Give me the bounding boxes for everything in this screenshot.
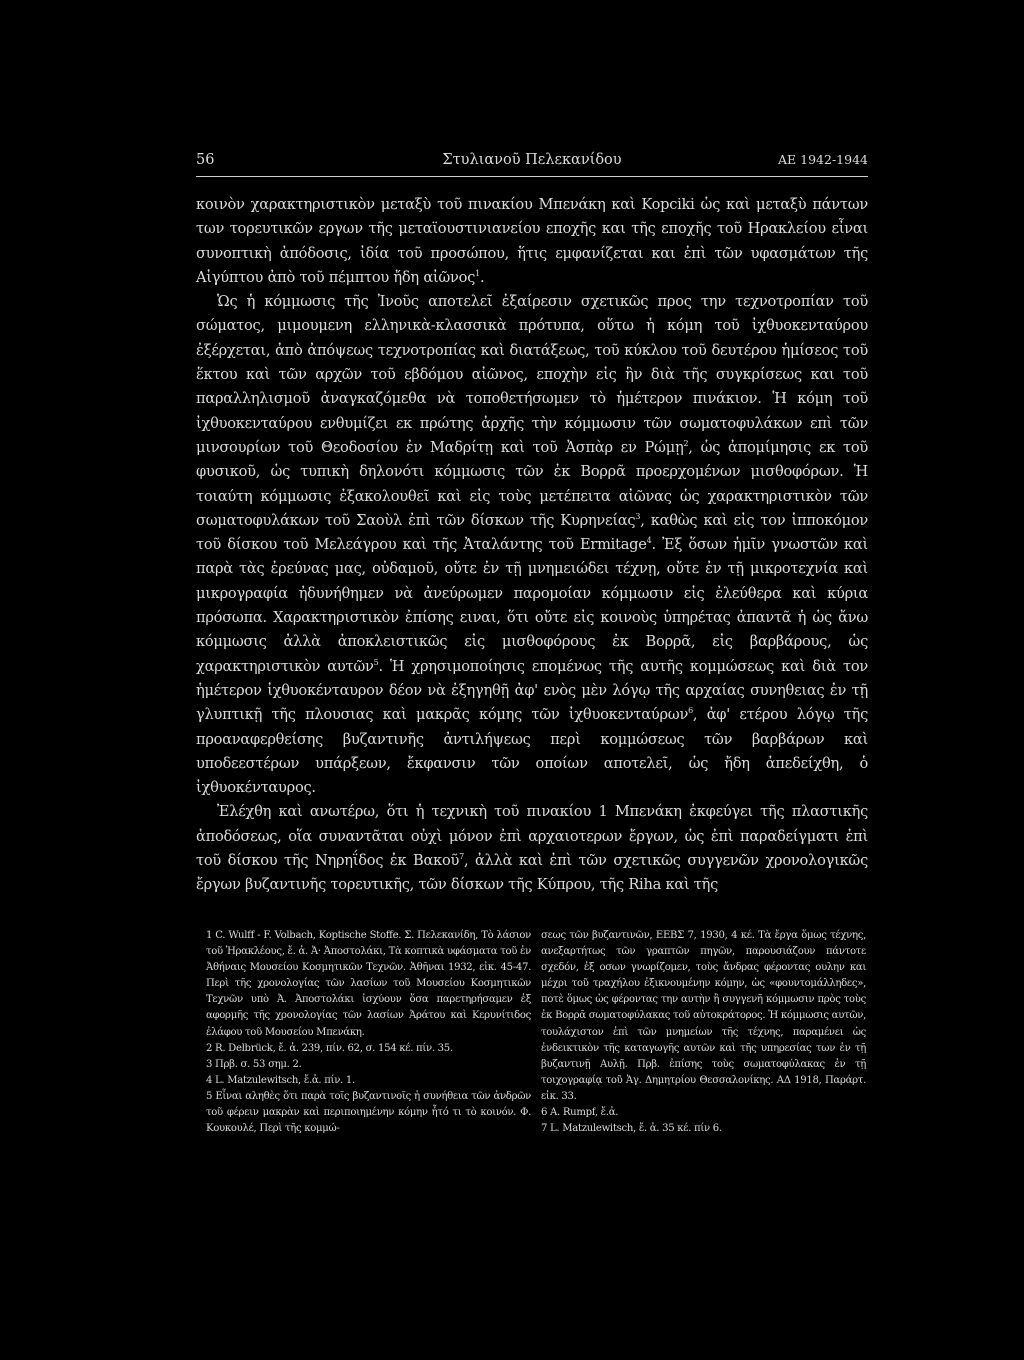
paragraph-1: κοινὸν χαρακτηριστικὸν μεταξὺ τοῦ πινακίου Μπενάκη καὶ Kopciki ὡς καὶ μεταξὺ πάντων των τορευτικῶν εργων τῆς μεταϊουστινιανείου εποχῆς και τῆς εποχῆς τοῦ Ηρακλείου εἶναι συνοπτικὴ ἀπόδοσις, ἰδία τοῦ προσώπου, ἥτις εμφανίζεται και ἐπὶ τῶν υφασμάτων τῆς Αἰγύπτου ἀπὸ τοῦ πέμπτου ἤδη αἰῶνος$^1$. bbox=[196, 196, 868, 286]
footnotes-left-column bbox=[206, 928, 531, 1137]
header-rule bbox=[196, 176, 868, 177]
footnote: 1 C. Wulff - F. Volbach, Koptische Stoffe. Σ. Πελεκανίδη, Τὸ λάσιον τοῦ Ἡρακλέους, ἔ. ἀ. Ἀ· Ἀποστολάκι, Τὰ κοπτικὰ υφάσματα τοῦ ἐν Ἀθήναις Μουσείου Κοσμητικῶν Τεχνῶν. Ἀθῆναι 1932, εἰκ. 45-47. Περὶ τῆς χρονολογίας τῶν λασίων τοῦ Μουσείου Κοσμητικῶν Τεχνῶν υπὸ Ἀ. Ἀποστολάκι ἰσχύουν ὅσα παρετηρήσαμεν ἐξ αφορμῆς τῆς χρονολογίας τῶν λασίων Ἀράτου καὶ Κερυνίτιδος ἐλάφου τοῦ Μουσείου Μπενάκη. bbox=[206, 930, 531, 1038]
footnotes-right-column bbox=[541, 928, 866, 1137]
footnote: σεως τῶν βυζαντινῶν, ΕΕΒΣ 7, 1930, 4 κέ. Τὰ ἔργα ὅμως τέχνης, ανεξαρτήτως τῶν γραπτῶν πηγῶν, παρουσιάζουν πάντοτε σχεδόν, ἐξ οσων γνωρίζομεν, τοὺς ἄνδρας φέροντας ουλην και μέχρι τοῦ τραχήλου ἐξικνουμένην κόμην, ὡς «φουντομάλληδες», ποτὲ ὅμως ὡς φέροντας την αυτὴν ἢ συγγενῆ κόμμωσιν πρὸς τοὺς ἐκ Βορρᾶ σωματοφύλακας τοῦ αὐτοκράτορος. Ἡ κόμμωσις αυτῶν, τουλάχιστον ἐπὶ τῶν μνημείων τῆς τέχνης, παραμένει ὡς ἐνδεικτικὸν τῆς καταγωγῆς αυτῶν καὶ τῆς υπηρεσίας των ἐν τῇ βυζαντινῇ Αυλῇ. Πρβ. ἐπίσης τοὺς σωματοφύλακας ἐν τῇ τοιχογραφίᾳ τοῦ Ἁγ. Δημητρίου Θεσσαλονίκης. ΑΔ 1918, Παράρτ. εἰκ. 33. bbox=[541, 930, 866, 1102]
page-number: 56 bbox=[196, 152, 215, 168]
footnote: 7 L. Matzulewitsch, ἔ. ἀ. 35 κέ. πίν 6. bbox=[541, 1123, 722, 1135]
running-title: Στυλιανοῦ Πελεκανίδου bbox=[442, 152, 622, 168]
footnote: 6 A. Rumpf, ἔ.ἀ. bbox=[541, 1107, 619, 1119]
footnote-ref: 6 bbox=[688, 706, 693, 716]
main-text bbox=[196, 193, 868, 898]
footnote-ref: 1 bbox=[475, 268, 480, 278]
footnote-ref: 5 bbox=[373, 657, 379, 667]
footnote: 3 Πρβ. σ. 53 σημ. 2. bbox=[206, 1058, 302, 1070]
footnote: 4 L. Matzulewitsch, ἔ.ἀ. πίν. 1. bbox=[206, 1074, 355, 1086]
footnote-ref: 4 bbox=[646, 536, 652, 546]
footnote: 5 Εἶναι αληθὲς ὅτι παρὰ τοῖς βυζαντινοῖς ἡ συνήθεια τῶν ἀνδρῶν τοῦ φέρειν μακρὰν καὶ περιποιημένην κόμην ἦτό τι τὸ κοινόν. Φ. Κουκουλέ, Περὶ τῆς κομμώ- bbox=[206, 1090, 531, 1135]
paragraph-2: Ὡς ἡ κόμμωσις τῆς Ἰνοῦς αποτελεῖ ἐξαίρεσιν σχετικῶς προς την τεχνοτροπίαν τοῦ σώματος, μιμουμενη ελληνικὰ-κλασσικὰ πρότυπα, οὕτω ἡ κόμη τοῦ ἰχθυοκενταύρου ἐξέρχεται, ἀπὸ ἀπόψεως τεχνοτροπίας καὶ διατάξεως, τοῦ κύκλου τοῦ δευτέρου ἡμίσεος τοῦ ἕκτου καὶ τῶν αρχῶν τοῦ εβδόμου αἰῶνος, εποχὴν εἰς ἣν διὰ τῆς συγκρίσεως και τοῦ παραλληλισμοῦ ἀναγκαζόμεθα νὰ τοποθετήσωμεν τὸ ἡμέτερον πινάκιον. Ἡ κόμη τοῦ ἰχθυοκενταύρου ενθυμίζει εκ πρώτης ἀρχῆς τὴν κόμμωσιν τῶν σωματοφυλάκων επὶ τῶν μινσουρίων τοῦ Θεοδοσίου ἐν Μαδρίτῃ καὶ τοῦ Ἀσπὰρ εν Ρώμῃ$^2$, ὡς ἀπομίμησις εκ τοῦ φυσικοῦ, ὡς τυπικὴ δηλονότι κόμμωσις τῶν ἐκ Βορρᾶ προερχομένων μισθοφόρων. Ἡ τοιαύτη κόμμωσις ἐξακολουθεῖ καὶ εἰς τοὺς μετέπειτα αἰῶνας ὡς χαρακτηριστικὸν τῶν σωματοφυλάκων τοῦ Σαοὺλ ἐπὶ τῶν δίσκων τῆς Κυρηνείας$^3$, καθὼς καὶ εἰς τον ἱπποκόμον τοῦ δίσκου τοῦ Μελεάγρου καὶ τῆς Ἀταλάντης τοῦ Ermitage$^4$. Ἐξ ὅσων ἡμῖν γνωστῶν καὶ παρὰ τὰς ἐρεύνας μας, οὐδαμοῦ, οὔτε ἐν τῇ μνημειώδει τέχνῃ, οὔτε ἐν τῇ μικροτεχνία καὶ μικρογραφία ἠδυνήθημεν νὰ ἀνεύρωμεν παρομοίαν κόμμωσιν εἰς ἐλεύθερα καὶ κύρια πρόσωπα. Χαρακτηριστικὸν ἐπίσης ειναι, ὅτι οὔτε εἰς κοινοὺς ὑπηρέτας ἀπαντᾶ ἡ ὡς ἄνω κόμμωσις ἀλλὰ ἀποκλειστικῶς εἰς μισθοφόρους ἐκ Βορρᾶ, εἰς βαρβάρους, ὡς χαρακτηριστικὸν αυτῶν$^5$. Ἡ χρησιμοποίησις επομένως τῆς αυτῆς κομμώσεως καὶ διὰ τον ἡμέτερον ἰχθυοκένταυρον δέον νὰ ἐξηγηθῇ ἀφ' ενὸς μὲν λόγῳ τῆς αρχαίας συνηθειας ἐν τῇ γλυπτικῇ τῆς πλουσιας καὶ μακρᾶς κόμης τῶν ἰχθυοκενταύρων$^6$, ἀφ' ετέρου λόγῳ τῆς προαναφερθείσης βυζαντινῆς ἀντιλήψεως περὶ κομμώσεως τῶν βαρβάρων καὶ υποδεεστέρων υπάρξεων, ἔκφανσιν τῶν οποίων αποτελεῖ, ὡς ἤδη ἀπεδείχθη, ὁ ἰχθυοκένταυρος. bbox=[196, 293, 869, 797]
footnote-ref: 3 bbox=[635, 511, 641, 521]
running-header bbox=[196, 152, 868, 172]
paragraph-3: Ἐλέχθη καὶ ανωτέρω, ὅτι ἡ τεχνικὴ τοῦ πινακίου 1 Μπενάκη ἐκφεύγει τῆς πλαστικῆς ἀποδόσεως, οἵα συναντᾶται οὐχὶ μόνον ἐπὶ αρχαιοτερων ἔργων, ὡς ἐπὶ παραδείγματι ἐπὶ τοῦ δίσκου τῆς Νηρηΐδος ἐκ Βακοῦ$^7$, ἀλλὰ καὶ ἐπὶ τῶν σχετικῶς συγγενῶν χρονολογικῶς ἔργων βυζαντινῆς τορευτικῆς, τῶν δίσκων τῆς Κύπρου, τῆς Riha καὶ τῆς bbox=[196, 803, 869, 894]
footnote-ref: 7 bbox=[459, 852, 464, 862]
journal-label: ΑΕ 1942-1944 bbox=[778, 152, 868, 167]
footnote-ref: 2 bbox=[683, 438, 689, 448]
footnote: 2 R. Delbrück, ἔ. ἀ. 239, πίν. 62, σ. 154 κέ. πίν. 35. bbox=[206, 1042, 453, 1054]
